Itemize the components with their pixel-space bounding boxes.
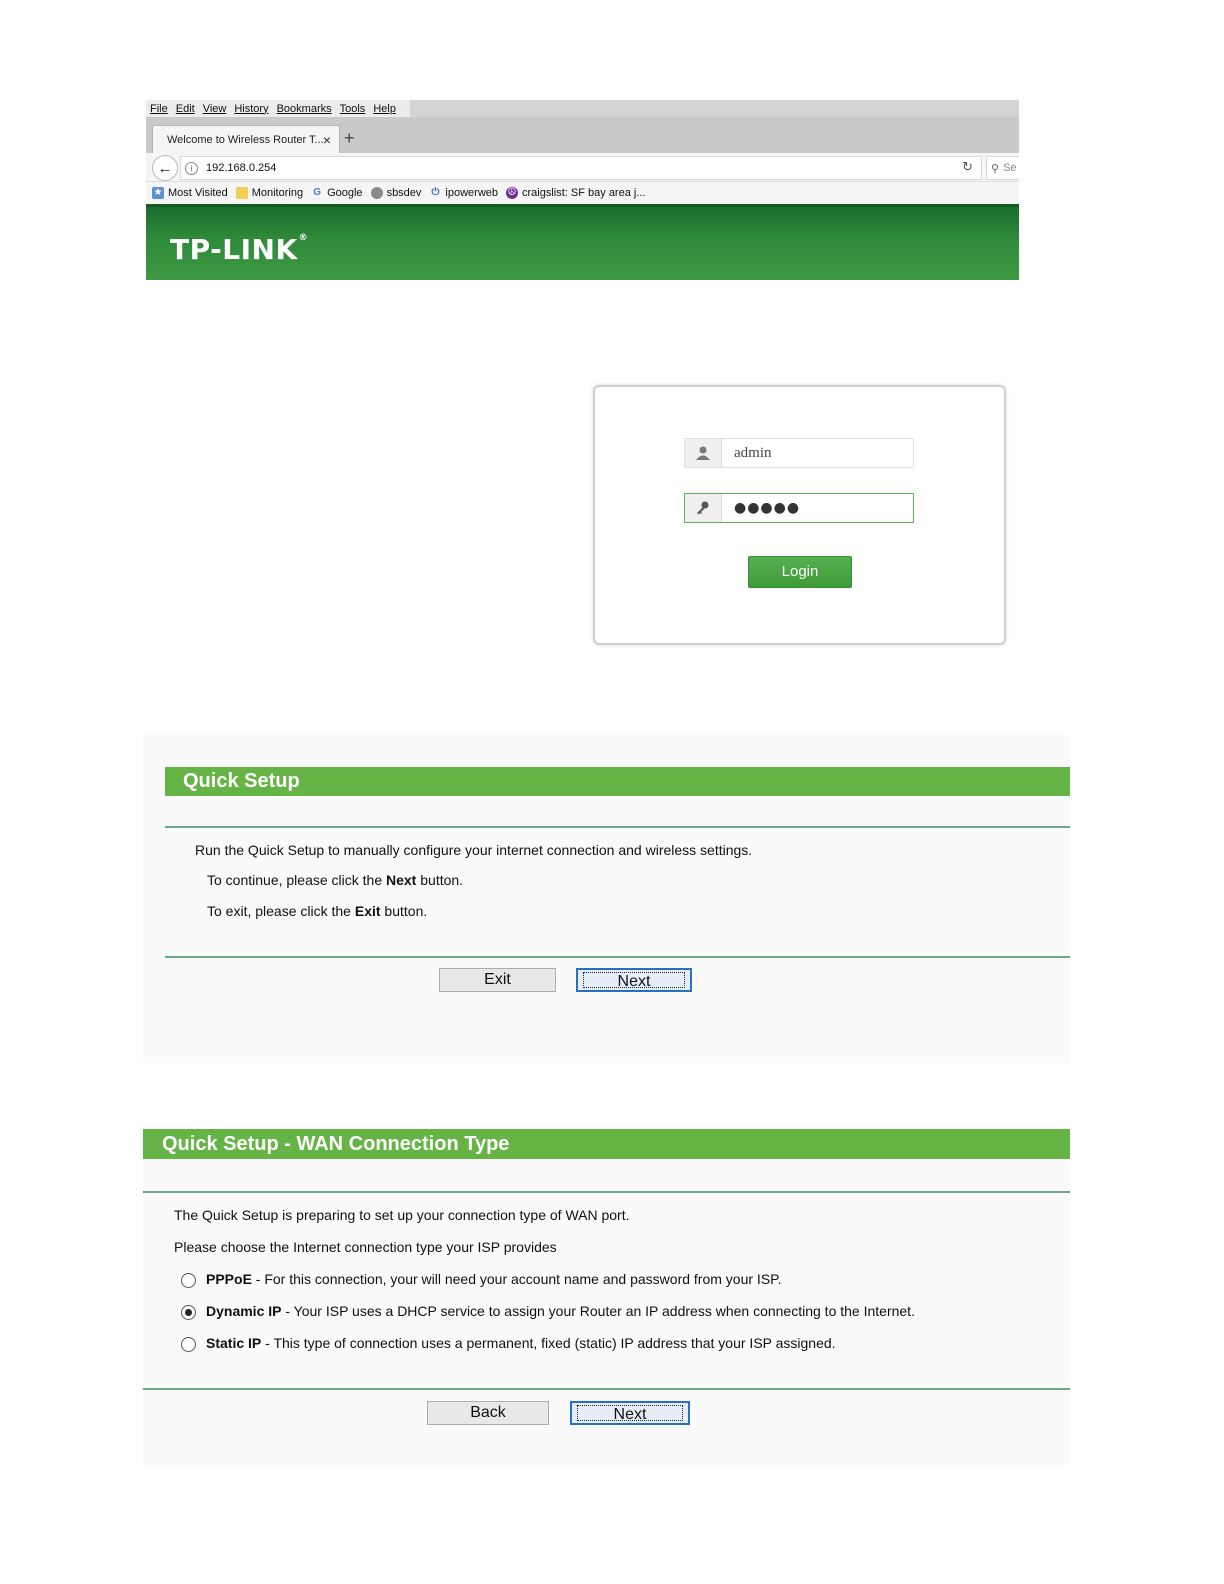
browser-window <box>146 100 1019 280</box>
reload-icon[interactable]: ↻ <box>962 159 973 174</box>
menu-bar <box>146 100 1019 117</box>
search-placeholder: Se <box>1003 162 1017 174</box>
menu-tools[interactable]: Tools <box>339 102 366 115</box>
page-title: Quick Setup <box>183 770 300 792</box>
menu-bookmarks[interactable]: Bookmarks <box>276 102 332 115</box>
arrow-left-icon: ← <box>157 159 173 177</box>
password-value: ●●●●● <box>734 500 801 516</box>
next-button[interactable] <box>576 968 692 992</box>
quick-setup-header <box>165 767 1070 796</box>
bookmarks-toolbar <box>146 182 1019 204</box>
menu-edit[interactable]: Edit <box>175 102 195 115</box>
bookmark-most-visited[interactable] <box>152 187 228 199</box>
divider <box>143 1191 1070 1193</box>
wan-next-button-label: Next <box>577 1405 683 1421</box>
tp-link-logo: TP-LINK® <box>170 233 309 266</box>
tab-strip <box>146 117 1019 153</box>
continue-instruction: To continue, please click the Next button. <box>207 872 464 888</box>
bookmark-ipowerweb[interactable] <box>429 187 498 199</box>
divider <box>143 1388 1070 1390</box>
globe-icon <box>371 187 383 199</box>
wan-intro-text: The Quick Setup is preparing to set up your connection type of WAN port. <box>174 1207 630 1223</box>
intro-text: Run the Quick Setup to manually configure your internet connection and wireless settings. <box>195 842 753 858</box>
wan-header <box>143 1129 1070 1159</box>
power-icon: ⏻ <box>431 187 440 198</box>
menu-file[interactable]: File <box>150 102 168 115</box>
url-text[interactable]: 192.168.0.254 <box>206 162 277 174</box>
wan-connection-panel <box>143 1128 1070 1465</box>
folder-icon <box>236 187 248 199</box>
navigation-bar <box>146 153 1019 182</box>
option-dynamic-ip: Dynamic IP - Your ISP uses a DHCP service to assign your Router an IP address when connecting to the Internet. <box>206 1303 915 1319</box>
bookmark-label: Google <box>327 187 363 199</box>
bookmark-sbsdev[interactable] <box>371 187 422 199</box>
next-button-label: Next <box>583 972 685 988</box>
bookmark-label: sbsdev <box>386 187 422 199</box>
bookmark-craigslist[interactable] <box>506 187 646 199</box>
info-icon[interactable]: i <box>185 162 198 175</box>
close-icon[interactable]: × <box>322 132 331 148</box>
option-pppoe: PPPoE - For this connection, your will need your account name and password from your ISP. <box>206 1271 782 1287</box>
google-icon: G <box>313 187 321 198</box>
bookmark-label: craigslist: SF bay area j... <box>522 187 646 199</box>
wan-choose-text: Please choose the Internet connection type your ISP provides <box>174 1239 557 1255</box>
bookmark-label: Most Visited <box>168 187 228 199</box>
key-icon <box>685 494 722 522</box>
search-icon: ⚲ <box>991 162 1000 175</box>
divider <box>165 956 1070 958</box>
star-icon: ★ <box>153 187 163 198</box>
exit-button[interactable]: Exit <box>439 968 556 992</box>
login-panel <box>593 385 1006 645</box>
menu-history[interactable]: History <box>234 102 269 115</box>
url-bar[interactable] <box>180 156 982 180</box>
menu-view[interactable]: View <box>202 102 227 115</box>
bookmark-google[interactable] <box>311 187 362 199</box>
user-icon <box>685 439 722 467</box>
menu-help[interactable]: Help <box>373 102 396 115</box>
exit-instruction: To exit, please click the Exit button. <box>207 903 428 919</box>
username-value: admin <box>734 444 772 461</box>
wan-next-button[interactable] <box>570 1401 690 1425</box>
option-static-ip: Static IP - This type of connection uses a permanent, fixed (static) IP address that your ISP assigned. <box>206 1335 836 1351</box>
search-input[interactable] <box>986 156 1019 180</box>
radio-pppoe[interactable] <box>181 1273 196 1288</box>
tab-title: Welcome to Wireless Router T... <box>167 134 324 146</box>
password-field[interactable] <box>684 493 914 523</box>
new-tab-icon[interactable]: + <box>344 128 355 148</box>
router-header-banner <box>146 204 1019 280</box>
username-field[interactable] <box>684 438 914 468</box>
peace-icon: ☮ <box>507 187 517 198</box>
back-button[interactable]: Back <box>427 1401 549 1425</box>
radio-dynamic-ip[interactable] <box>181 1305 196 1320</box>
bookmark-label: Monitoring <box>251 187 304 199</box>
login-button[interactable]: Login <box>748 556 852 588</box>
bookmark-label: ipowerweb <box>445 187 499 199</box>
quick-setup-panel <box>143 735 1070 1063</box>
back-button[interactable] <box>152 155 178 181</box>
bookmark-monitoring[interactable] <box>236 187 303 199</box>
divider <box>165 826 1070 828</box>
radio-static-ip[interactable] <box>181 1337 196 1352</box>
browser-tab[interactable] <box>152 125 340 154</box>
wan-title: Quick Setup - WAN Connection Type <box>162 1132 510 1155</box>
